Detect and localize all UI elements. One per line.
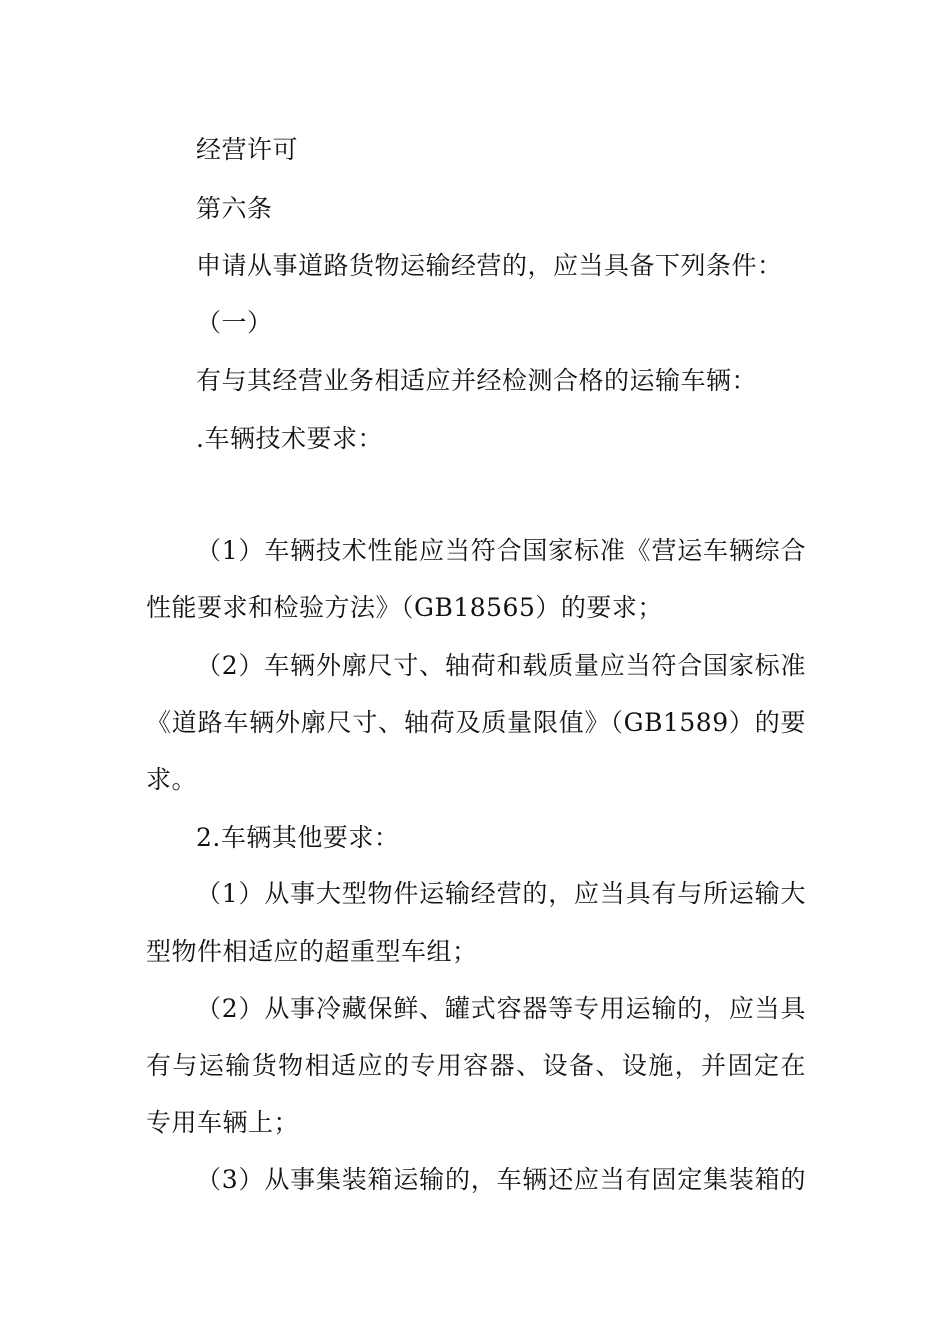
requirement-2-1-line-2: 型物件相适应的超重型车组； xyxy=(146,937,478,966)
article-number: 第六条 xyxy=(196,194,273,223)
intro-paragraph: 申请从事道路货物运输经营的，应当具备下列条件： xyxy=(196,251,783,280)
requirement-1-2-line-2: 《道路车辆外廓尺寸、轴荷及质量限值》（GB1589）的要 xyxy=(146,708,806,737)
requirement-2-2-line-3: 专用车辆上； xyxy=(146,1108,300,1137)
requirement-2-2-line-2: 有与运输货物相适应的专用容器、设备、设施，并固定在 xyxy=(146,1051,806,1080)
requirement-1-1-line-2: 性能要求和检验方法》（GB18565）的要求； xyxy=(146,593,663,622)
requirement-2-3-line-1: （3）从事集装箱运输的，车辆还应当有固定集装箱的 xyxy=(196,1165,806,1194)
subheading-vehicle-technical: .车辆技术要求： xyxy=(196,424,383,453)
section-title: 经营许可 xyxy=(196,135,299,164)
item-one-text: 有与其经营业务相适应并经检测合格的运输车辆： xyxy=(196,366,758,395)
requirement-1-2-line-3: 求。 xyxy=(146,765,198,794)
requirement-1-1-line-1: （1）车辆技术性能应当符合国家标准《营运车辆综合 xyxy=(196,536,806,565)
requirement-2-2-line-1: （2）从事冷藏保鲜、罐式容器等专用运输的，应当具 xyxy=(196,994,806,1023)
item-one-label: （一） xyxy=(196,308,273,337)
requirement-1-2-line-1: （2）车辆外廓尺寸、轴荷和载质量应当符合国家标准 xyxy=(196,651,806,680)
subheading-vehicle-other: 2.车辆其他要求： xyxy=(196,823,400,852)
requirement-2-1-line-1: （1）从事大型物件运输经营的，应当具有与所运输大 xyxy=(196,879,806,908)
